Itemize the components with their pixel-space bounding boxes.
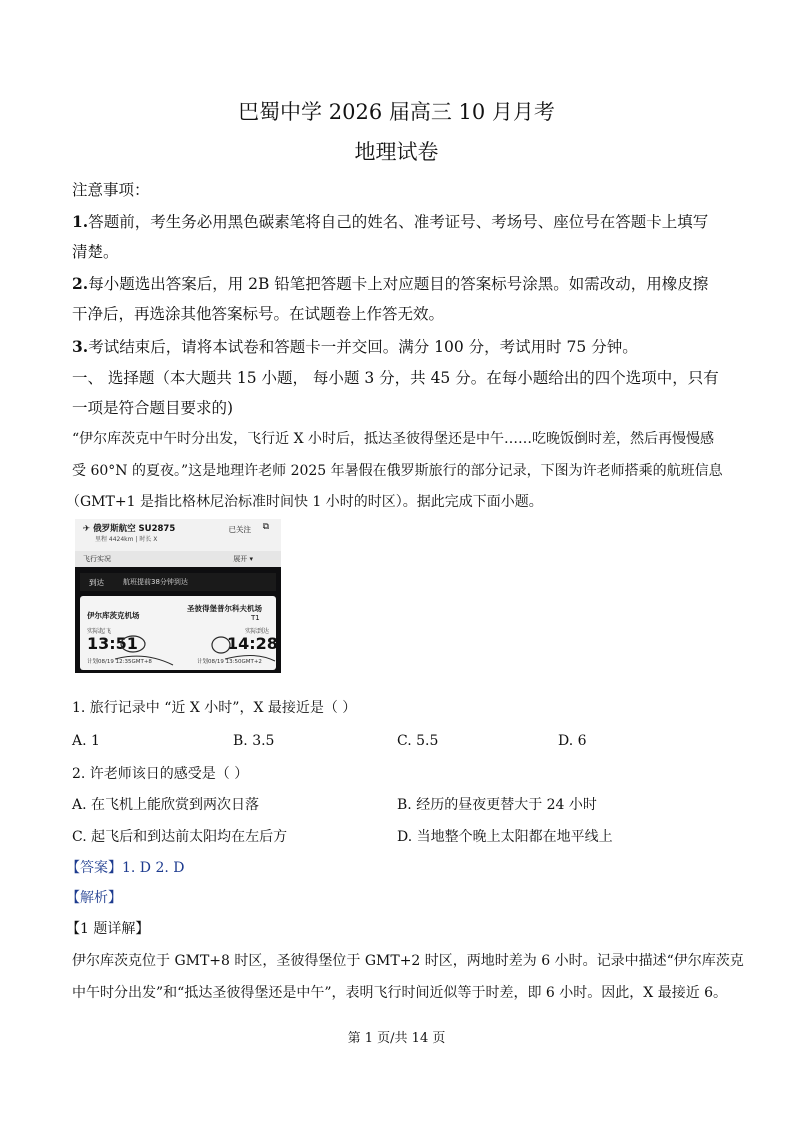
photo-airline: ✈ 俄罗斯航空 SU2875 [83, 524, 176, 534]
detail-line-1: 伊尔库茨克位于 GMT+8 时区，圣彼得堡位于 GMT+2 时区，两地时差为 6 小时。记录中描述“伊尔库茨克 [72, 953, 744, 969]
notice-1-text: 答题前，考生务必用黑色碳素笔将自己的姓名、准考证号、考场号、座位号在答题卡上填写 [88, 213, 709, 231]
analysis-heading: 【解析】 [66, 890, 122, 906]
photo-departure-time: 13:51 [87, 634, 138, 653]
flight-info-image [75, 519, 281, 673]
chevron-down-icon: ▾ [247, 555, 253, 563]
notice-3-line-1 [72, 335, 638, 357]
notice-1-line-2: 清楚。 [72, 243, 119, 261]
notice-2-number: 2. [72, 274, 89, 293]
photo-departure-label: 实际起飞 [87, 628, 112, 635]
page-footer: 第 1 页/共 14 页 [347, 1031, 446, 1046]
photo-arrival-time: 14:28 [227, 634, 278, 653]
photo-arrival-airport: 圣彼得堡普尔科夫机场 [187, 604, 262, 613]
share-icon: ⧉ [262, 522, 269, 532]
handwritten-circles [75, 519, 281, 673]
photo-arrival-label: 实际到达 [245, 628, 270, 635]
q2-option-a: A. 在飞机上能欣赏到两次日落 [72, 797, 260, 813]
photo-distance: 里程 4424km | 时长 X [95, 536, 158, 543]
notice-1-number: 1. [72, 212, 89, 231]
passage-line-1: “伊尔库茨克中午时分出发，飞行近 X 小时后，抵达圣彼得堡还是中午……吃晚饭倒时差，然后再慢慢感 [72, 431, 715, 447]
photo-early-note: 航班提前38分钟到达 [123, 578, 188, 586]
subject-title: 地理试卷 [354, 140, 439, 164]
exam-title: 巴蜀中学 2026 届高三 10 月月考 [238, 100, 555, 124]
passage-line-2: 受 60°N 的夏夜。”这是地理许老师 2025 年暑假在俄罗斯旅行的部分记录，下图为许老师搭乘的航班信息 [72, 463, 723, 479]
photo-departure-airport: 伊尔库茨克机场 [87, 611, 140, 620]
photo-arrival-plan: 计划08/19 13:50GMT+2 [197, 659, 262, 665]
photo-section-label: 飞行实况 [83, 555, 111, 563]
detail-line-2: 中午时分出发”和“抵达圣彼得堡还是中午”，表明飞行时间近似等于时差，即 6 小时。因此，X 最接近 6。 [72, 985, 728, 1001]
q1-option-c: C. 5.5 [397, 733, 439, 749]
notice-2-line-1 [72, 272, 708, 294]
notice-2-text: 每小题选出答案后，用 2B 铅笔把答题卡上对应题目的答案标号涂黑。如需改动，用橡皮擦 [88, 275, 709, 293]
q1-option-d: D. 6 [558, 733, 587, 749]
question-1-stem: 1. 旅行记录中 “近 X 小时”，X 最接近是（ ） [72, 700, 357, 716]
q2-option-c: C. 起飞后和到达前太阳均在左后方 [72, 829, 288, 845]
notice-2-line-2: 干净后，再选涂其他答案标号。在试题卷上作答无效。 [72, 305, 445, 323]
answer-line: 【答案】1. D 2. D [66, 860, 185, 876]
notice-3-number: 3. [72, 337, 89, 356]
photo-departure-plan: 计划08/19 12:35GMT+8 [87, 659, 152, 665]
q2-option-b: B. 经历的昼夜更替大于 24 小时 [397, 797, 597, 813]
plane-icon: ✈ [83, 524, 94, 534]
notice-heading: 注意事项： [72, 181, 150, 199]
q1-option-a: A. 1 [72, 733, 100, 749]
notice-1-line-1 [72, 210, 708, 232]
passage-line-3: （GMT+1 是指比格林尼治标准时间快 1 小时的时区）。据此完成下面小题。 [66, 494, 543, 510]
section-heading-line-2: 一项是符合题目要求的) [72, 399, 234, 417]
notice-3-text: 考试结束后，请将本试卷和答题卡一并交回。满分 100 分，考试用时 75 分钟。 [88, 338, 638, 356]
photo-follow-status: 已关注 [228, 525, 251, 534]
question-2-stem: 2. 许老师该日的感受是（ ） [72, 766, 249, 782]
photo-terminal: T1 [251, 614, 260, 622]
section-heading-line-1: 一、 选择题（本大题共 15 小题， 每小题 3 分，共 45 分。在每小题给出的四个选项中，只有 [72, 369, 719, 387]
photo-expand: 展开 ▾ [233, 555, 253, 563]
detail-heading: 【1 题详解】 [66, 921, 150, 937]
q2-option-d: D. 当地整个晚上太阳都在地平线上 [397, 829, 613, 845]
q1-option-b: B. 3.5 [233, 733, 275, 749]
photo-arrived: 到达 [89, 578, 104, 587]
